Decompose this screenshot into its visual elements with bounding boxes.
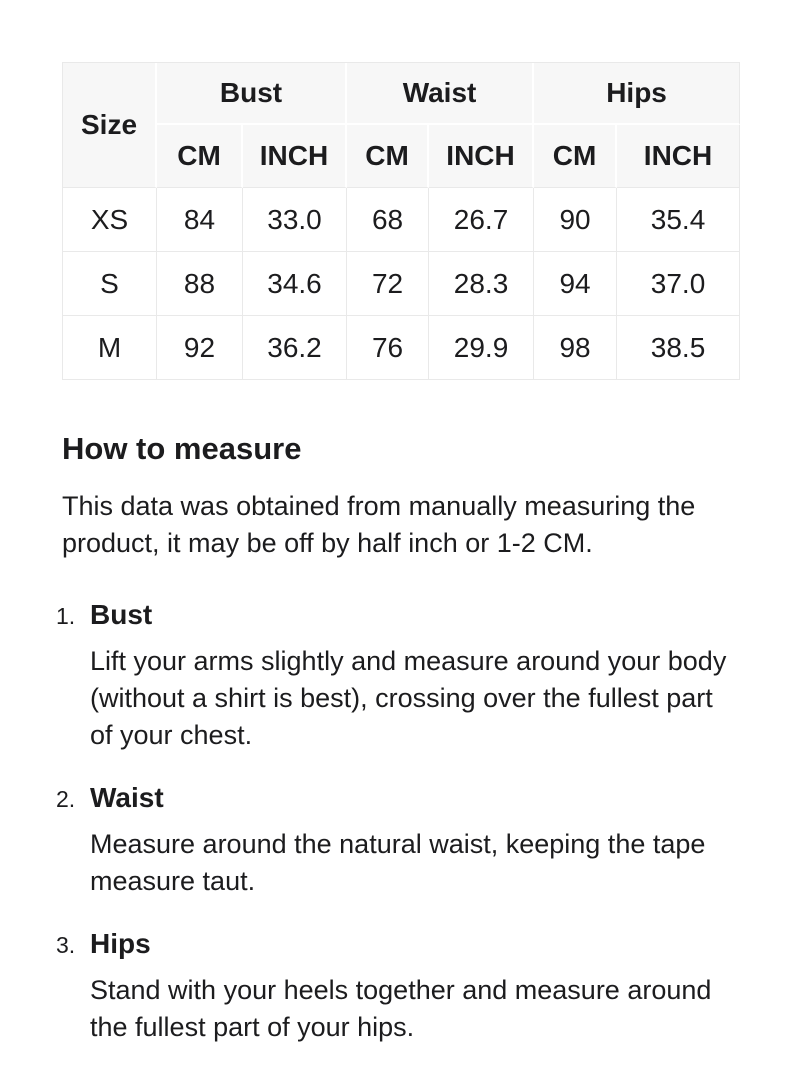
size-label: XS bbox=[63, 188, 157, 252]
column-header-hips-inch: INCH bbox=[617, 125, 740, 188]
waist-cm-value: 76 bbox=[347, 316, 429, 380]
table-row-m bbox=[63, 316, 740, 380]
table-row-xs bbox=[63, 188, 740, 252]
step-description-waist: Measure around the natural waist, keeping the tape measure taut. bbox=[90, 829, 706, 896]
bust-inch-value: 34.6 bbox=[243, 252, 347, 316]
list-item-bust bbox=[56, 596, 739, 754]
hips-cm-value: 98 bbox=[534, 316, 617, 380]
table-unit-header-row bbox=[63, 125, 740, 188]
bust-cm-value: 88 bbox=[157, 252, 243, 316]
waist-inch-value: 28.3 bbox=[429, 252, 534, 316]
column-header-waist-cm: CM bbox=[347, 125, 429, 188]
waist-inch-value: 26.7 bbox=[429, 188, 534, 252]
hips-cm-value: 94 bbox=[534, 252, 617, 316]
measure-steps-list bbox=[56, 596, 739, 1046]
bust-inch-value: 36.2 bbox=[243, 316, 347, 380]
column-header-waist-inch: INCH bbox=[429, 125, 534, 188]
bust-cm-value: 92 bbox=[157, 316, 243, 380]
list-number: 1. bbox=[56, 603, 76, 629]
waist-cm-value: 68 bbox=[347, 188, 429, 252]
table-row-s bbox=[63, 252, 740, 316]
waist-cm-value: 72 bbox=[347, 252, 429, 316]
measure-disclaimer-text: This data was obtained from manually measuring the product, it may be off by half inch or 1-2 CM. bbox=[62, 491, 696, 558]
column-group-bust: Bust bbox=[157, 63, 347, 125]
hips-inch-value: 35.4 bbox=[617, 188, 740, 252]
column-header-hips-cm: CM bbox=[534, 125, 617, 188]
list-item-hips bbox=[56, 925, 739, 1046]
step-title-hips: Hips bbox=[90, 928, 151, 959]
size-label: M bbox=[63, 316, 157, 380]
step-description-bust: Lift your arms slightly and measure around your body (without a shirt is best), crossing over the fullest part of your chest. bbox=[90, 646, 727, 750]
size-chart-table bbox=[62, 62, 740, 380]
list-item-waist bbox=[56, 779, 739, 900]
hips-cm-value: 90 bbox=[534, 188, 617, 252]
bust-inch-value: 33.0 bbox=[243, 188, 347, 252]
table-group-header-row bbox=[63, 63, 740, 125]
column-group-waist: Waist bbox=[347, 63, 534, 125]
column-group-hips: Hips bbox=[534, 63, 740, 125]
size-label: S bbox=[63, 252, 157, 316]
list-number: 3. bbox=[56, 932, 76, 958]
hips-inch-value: 38.5 bbox=[617, 316, 740, 380]
bust-cm-value: 84 bbox=[157, 188, 243, 252]
product-size-info-section bbox=[56, 62, 739, 1046]
column-header-bust-inch: INCH bbox=[243, 125, 347, 188]
hips-inch-value: 37.0 bbox=[617, 252, 740, 316]
step-description-hips: Stand with your heels together and measure around the fullest part of your hips. bbox=[90, 975, 712, 1042]
step-title-waist: Waist bbox=[90, 782, 164, 813]
step-title-bust: Bust bbox=[90, 599, 153, 630]
column-header-size: Size bbox=[63, 63, 157, 188]
how-to-measure-heading: How to measure bbox=[62, 431, 302, 466]
list-number: 2. bbox=[56, 786, 76, 812]
column-header-bust-cm: CM bbox=[157, 125, 243, 188]
waist-inch-value: 29.9 bbox=[429, 316, 534, 380]
